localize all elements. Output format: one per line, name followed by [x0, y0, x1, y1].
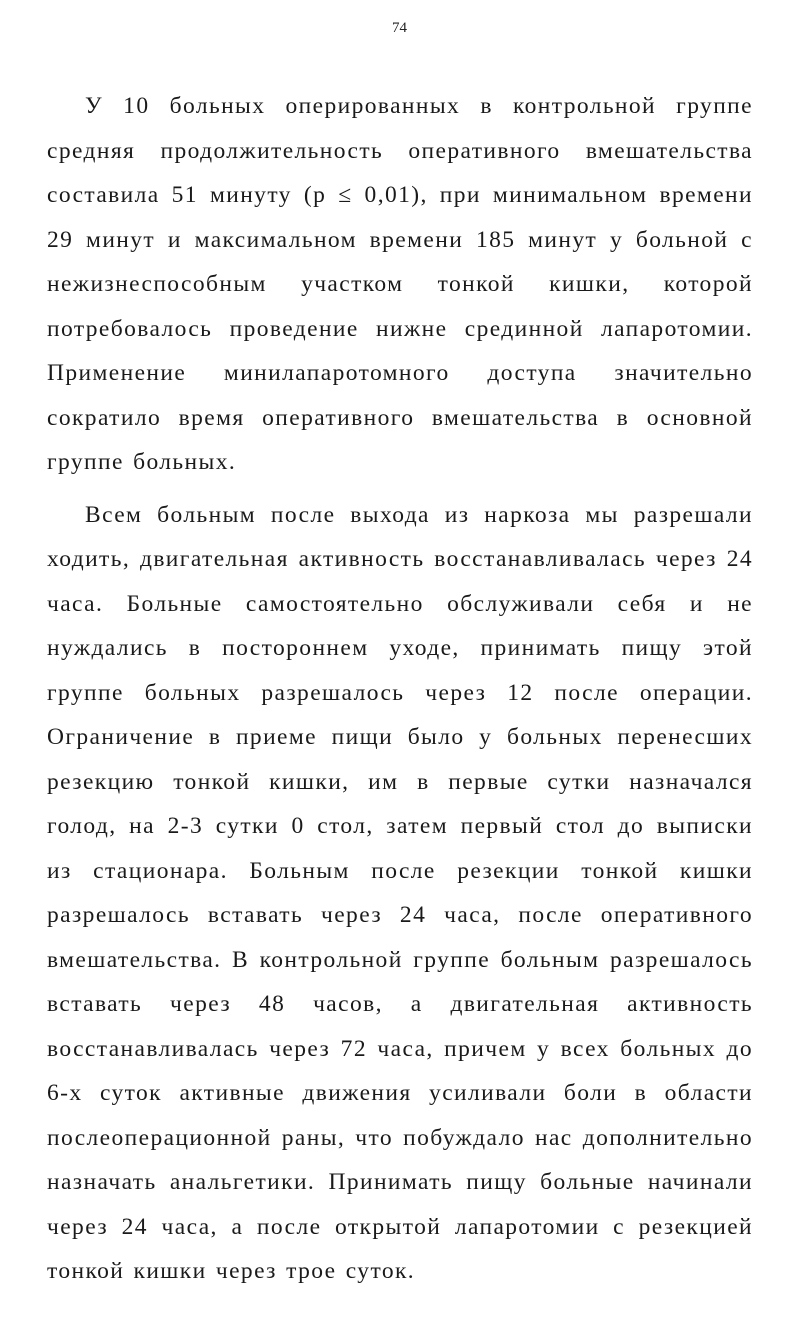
paragraph-1: У 10 больных оперированных в контрольной группе средняя продолжительность оперативного вмешательства составила 51 минуту (р ≤ 0,01), при минимальном времени 29 минут и максимальном времени 185 минут у больной с нежизнеспособным участком тонкой кишки, которой потребовалось проведение нижне срединной лапаротомии. Применение минилапаротомного доступа значительно сократило время оперативного вмешательства в основной группе больных. [47, 93, 753, 475]
body-text [47, 84, 753, 1302]
paragraph-2: Всем больным после выхода из наркоза мы разрешали ходить, двигательная активность восстанавливалась через 24 часа. Больные самостоятельно обслуживали себя и не нуждались в постороннем уходе, принимать пищу этой группе больных разрешалось через 12 после операции. Ограничение в приеме пищи было у больных перенесших резекцию тонкой кишки, им в первые сутки назначался голод, на 2-3 сутки 0 стол, затем первый стол до выписки из стационара. Больным после резекции тонкой кишки разрешалось вставать через 24 часа, после оперативного вмешательства. В контрольной группе больным разрешалось вставать через 48 часов, а двигательная активность восстанавливалась через 72 часа, причем у всех больных до 6-х суток активные движения усиливали боли в области послеоперационной раны, что побуждало нас дополнительно назначать анальгетики. Принимать пищу больные начинали через 24 часа, а после открытой лапаротомии с резекцией тонкой кишки через трое суток. [47, 501, 753, 1284]
page-number: 74 [392, 20, 407, 36]
